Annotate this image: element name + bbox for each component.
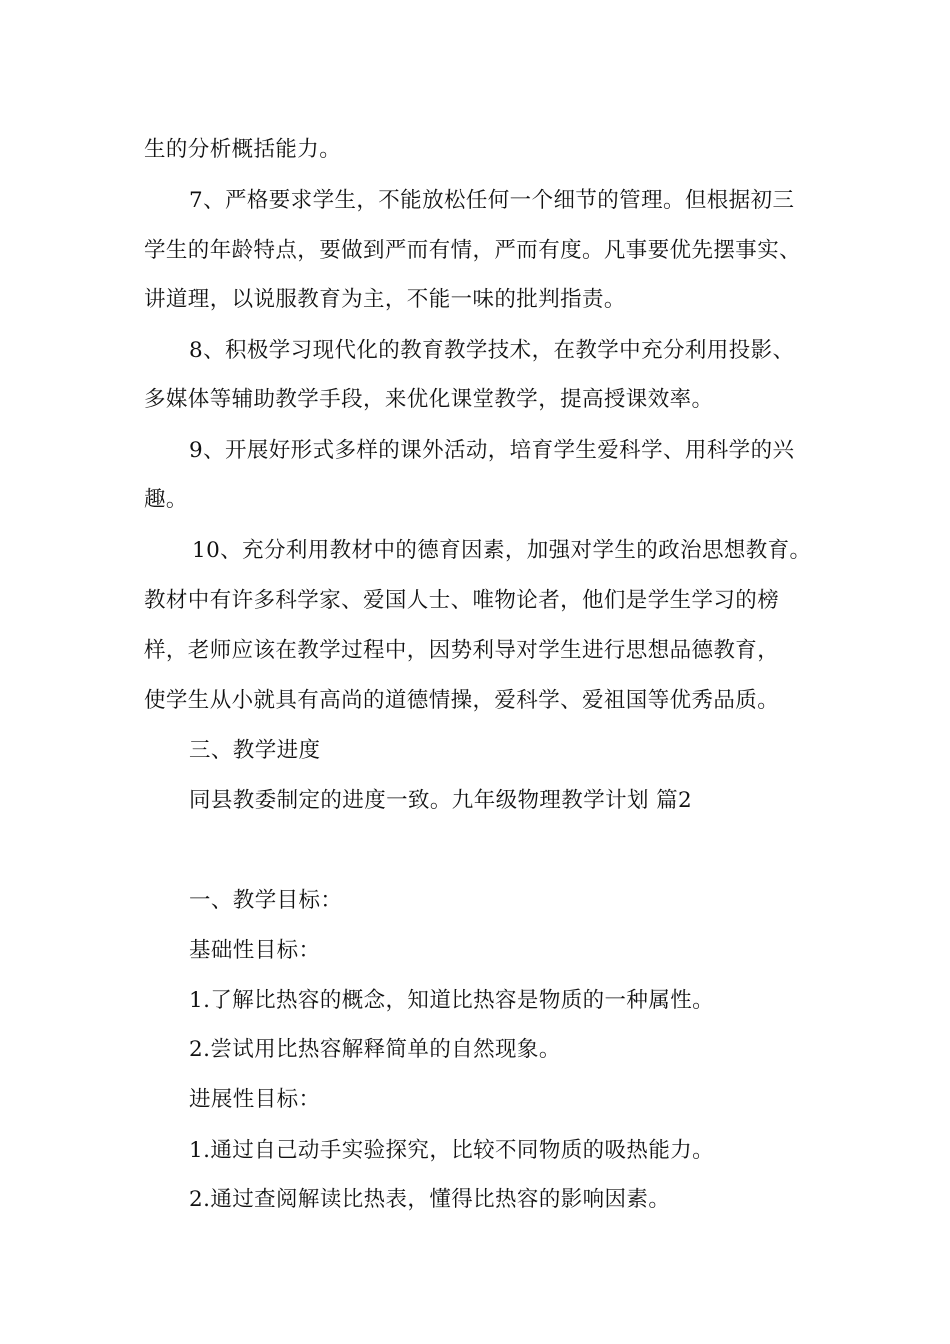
subsection-heading: 基础性目标： bbox=[189, 938, 321, 963]
list-item: 2.通过查阅解读比热表，懂得比热容的影响因素。 bbox=[189, 1187, 671, 1212]
paragraph-line: 8、积极学习现代化的教育教学技术，在教学中充分利用投影、 bbox=[189, 338, 795, 363]
list-item: 1.了解比热容的概念，知道比热容是物质的一种属性。 bbox=[189, 988, 715, 1013]
paragraph-line: 多媒体等辅助教学手段，来优化课堂教学，提高授课效率。 bbox=[144, 387, 714, 412]
paragraph-line: 生的分析概括能力。 bbox=[144, 137, 342, 162]
paragraph-line: 使学生从小就具有高尚的道德情操，爱科学、爱祖国等优秀品质。 bbox=[144, 688, 780, 713]
paragraph-line: 趣。 bbox=[144, 487, 188, 512]
section-heading: 三、教学进度 bbox=[189, 738, 321, 763]
paragraph-line: 样，老师应该在教学过程中，因势利导对学生进行思想品德教育， bbox=[144, 638, 780, 663]
paragraph-line: 学生的年龄特点，要做到严而有情，严而有度。凡事要优先摆事实、 bbox=[144, 238, 802, 263]
list-item: 2.尝试用比热容解释简单的自然现象。 bbox=[189, 1037, 561, 1062]
paragraph-line: 同县教委制定的进度一致。九年级物理教学计划 篇2 bbox=[189, 788, 693, 813]
paragraph-line: 7、严格要求学生，不能放松任何一个细节的管理。但根据初三 bbox=[189, 188, 795, 213]
list-item: 1.通过自己动手实验探究，比较不同物质的吸热能力。 bbox=[189, 1138, 715, 1163]
paragraph-line: 教材中有许多科学家、爱国人士、唯物论者，他们是学生学习的榜 bbox=[144, 588, 780, 613]
paragraph-line: 9、开展好形式多样的课外活动，培育学生爱科学、用科学的兴 bbox=[189, 438, 795, 463]
paragraph-line: 10、充分利用教材中的德育因素，加强对学生的政治思想教育。 bbox=[192, 538, 812, 563]
subsection-heading: 进展性目标： bbox=[189, 1087, 321, 1112]
section-heading: 一、教学目标： bbox=[189, 888, 343, 913]
paragraph-line: 讲道理，以说服教育为主，不能一味的批判指责。 bbox=[144, 287, 626, 312]
